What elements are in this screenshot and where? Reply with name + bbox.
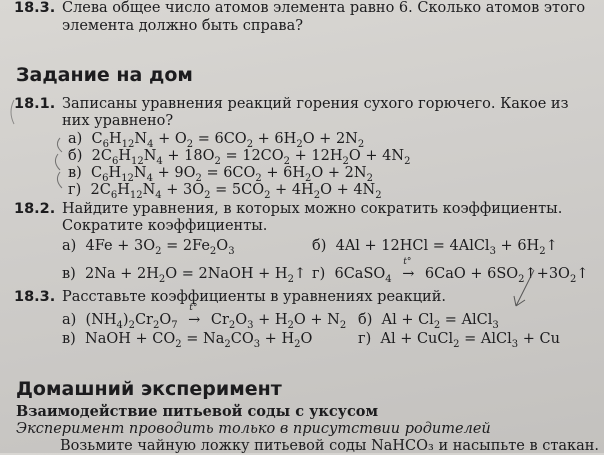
equation: г) Al + CuCl$_2$ = AlCl$_3$ + Cu xyxy=(358,331,560,350)
problem-text: элемента должно быть справа? xyxy=(62,18,304,34)
equation: в) NaOH + $CO_2 = Na_2CO_3 + H_2O$ xyxy=(62,331,313,350)
problem-text: Найдите уравнения, в которых можно сократить коэффициенты. xyxy=(62,201,563,217)
experiment-subtitle: Взаимодействие питьевой соды с уксусом xyxy=(16,403,379,420)
experiment-heading: Домашний эксперимент xyxy=(16,378,282,400)
equation: б) $Al + Cl_2$ = AlCl$_3$ xyxy=(358,312,499,331)
equation: г) $2C_6H_{12}N_4 + 3O_2 = 5CO_2 + 4H_2O + 4N_2$ xyxy=(68,182,382,201)
equation: б) $2C_6H_{12}N_4 + 18O_2 = 12CO_2 + 12H_2O + 4N_2$ xyxy=(68,148,411,167)
problem-number: 18.3. xyxy=(14,289,56,305)
equation: в) $2Na + 2H_2O$ = 2NaOH + $H_2↑$ xyxy=(62,266,307,285)
problem-text: Записаны уравнения реакций горения сухого горючего. Какое из xyxy=(62,96,569,112)
equation: г) 6CaSO$_4$ → t° $6CaO + 6SO_2↑+3O_2↑$ xyxy=(312,257,589,285)
problem-number: 18.2. xyxy=(14,201,56,217)
equation: в) $C_6H_{12}N_4 + 9O_2 = 6CO_2 + 6H_2O + 2N_2$ xyxy=(68,165,373,184)
homework-heading: Задание на дом xyxy=(16,64,193,86)
experiment-note: Эксперимент проводить только в присутствии родителей xyxy=(16,421,491,437)
problem-number: 18.3. xyxy=(14,0,56,16)
equation: а) $C_6H_{12}N_4 + O_2 = 6CO_2 + 6H_2O + 2N_2$ xyxy=(68,131,365,150)
experiment-text: Возьмите чайную ложку питьевой соды NaHCO₃ и насыпьте в стакан. xyxy=(60,438,600,454)
problem-number: 18.1. xyxy=(14,96,56,112)
problem-text: Расставьте коэффициенты в уравнениях реакций. xyxy=(62,289,446,305)
equation: а) $4Fe + 3O_2 = 2Fe_2O_3$ xyxy=(62,238,235,257)
problem-text: Сократите коэффициенты. xyxy=(62,218,268,234)
problem-text: Слева общее число атомов элемента равно 6. Сколько атомов этого xyxy=(62,0,586,16)
problem-text: них уравнено? xyxy=(62,113,174,129)
equation: б) 4Al + 12HCl = 4AlCl$_3$ + $6H_2↑$ xyxy=(312,238,558,257)
equation: а) $(NH_4)_2Cr_2O_7$ → t° $Cr_2O_3 + H_2O + N_2$ xyxy=(62,303,347,331)
